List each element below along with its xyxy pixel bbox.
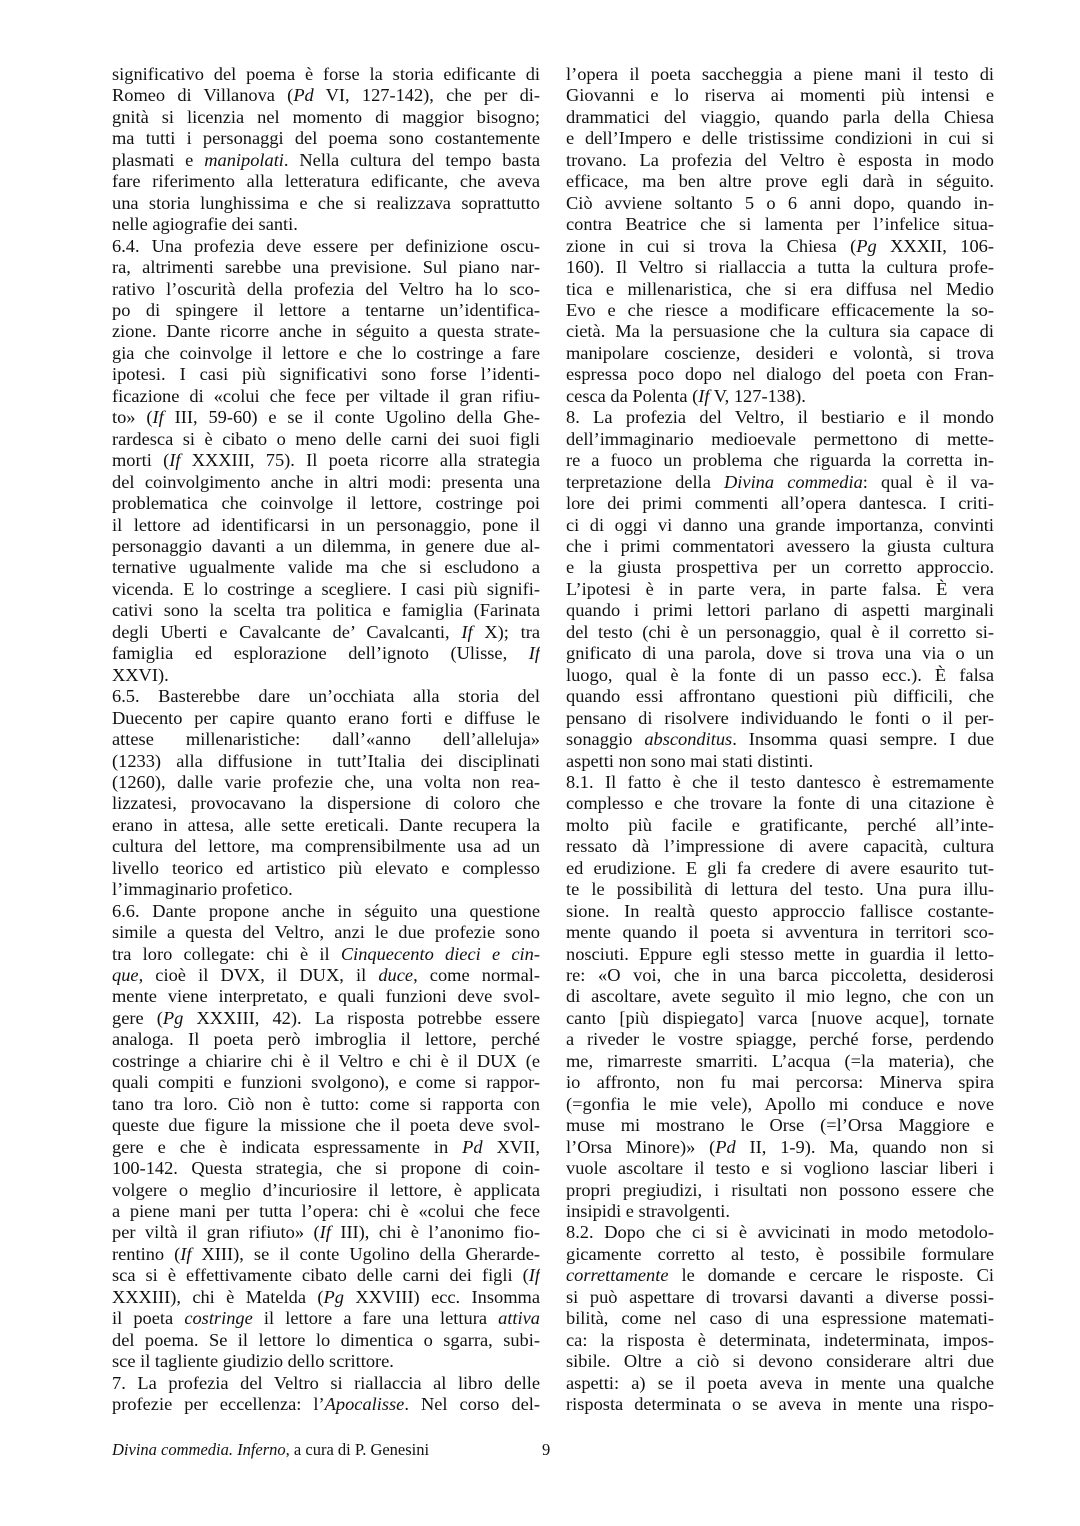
text-line: risposta determinata o se aveva in mente una rispo-	[566, 1394, 994, 1415]
text-line: te le possibilità di lettura del testo. Una pura illu-	[566, 879, 994, 900]
text-line: quali compiti e funzioni svolgono), e come si rappor-	[112, 1072, 540, 1093]
text-line: volgere o meglio d’incuriosire il lettore, è applicata	[112, 1179, 540, 1200]
text-line: manipolare coscienze, desideri e volontà, si trova	[566, 342, 994, 363]
text-line: Giovanni e lo riserva ai momenti più intensi e	[566, 85, 994, 106]
text-line: canto [più dispiegato] varca [nuove acque], tornate	[566, 1007, 994, 1028]
text-line: complesso e che trovare la fonte di una citazione è	[566, 793, 994, 814]
footer-credit: , a cura di P. Genesini	[285, 1440, 430, 1459]
text-line: gnificato di una parola, dove si trova una via o un	[566, 643, 994, 664]
text-line: correttamente le domande e cercare le risposte. Ci	[566, 1265, 994, 1286]
text-line: gere e che è indicata espressamente in Pd XVII,	[112, 1136, 540, 1157]
text-line: queste due figure la missione che il poeta deve svol-	[112, 1115, 540, 1136]
text-line: fare riferimento alla letteratura edificante, che aveva	[112, 171, 540, 192]
text-line: morti (If XXXIII, 75). Il poeta ricorre alla strategia	[112, 450, 540, 471]
text-line: L’ipotesi è in parte vera, in parte falsa. È vera	[566, 578, 994, 599]
text-line: 160). Il Veltro si riallaccia a tutta la cultura profe-	[566, 257, 994, 278]
text-line: tra loro collegate: chi è il Cinquecento dieci e cin-	[112, 943, 540, 964]
text-line: erano in attesa, alle sette ereticali. Dante recupera la	[112, 814, 540, 835]
text-line: l’immaginario profetico.	[112, 879, 293, 900]
text-line: sce il tagliente giudizio dello scrittore.	[112, 1351, 394, 1372]
text-line: trovano. La profezia del Veltro è esposta in modo	[566, 149, 994, 170]
text-line: nosciuti. Eppure egli stesso mette in guardia il letto-	[566, 943, 994, 964]
text-line: sonaggio absconditus. Insomma quasi sempre. I due	[566, 729, 994, 750]
text-line: gicamente corretto al testo, è possibile formulare	[566, 1243, 994, 1264]
text-line: profezie per eccellenza: l’Apocalisse. Nel corso del-	[112, 1394, 540, 1415]
text-line: il poeta costringe il lettore a fare una lettura attiva	[112, 1308, 540, 1329]
text-line: del poema. Se il lettore lo dimentica o sgarra, subi-	[112, 1329, 540, 1350]
text-line: pensano di risolvere individuando le fonti o il per-	[566, 707, 994, 728]
text-line: cietà. Ma la persuasione che la cultura sia capace di	[566, 321, 994, 342]
text-line: e la giusta prospettiva per un corretto approccio.	[566, 557, 994, 578]
text-line: propri pregiudizi, i risultati non possono essere che	[566, 1179, 994, 1200]
text-line: cesca da Polenta (If V, 127-138).	[566, 385, 806, 406]
text-line: insipidi e stravolgenti.	[566, 1201, 730, 1222]
page-footer	[112, 1440, 972, 1460]
text-line: famiglia ed esplorazione dell’ignoto (Ulisse, If	[112, 643, 540, 664]
text-line: ressato dà l’impressione di avere capacità, cultura	[566, 836, 994, 857]
text-line: tano tra loro. Ciò non è tutto: come si rapporta con	[112, 1093, 540, 1114]
text-line: io affronto, non fu mai percorsa: Minerva spira	[566, 1072, 994, 1093]
text-line: rentino (If XIII), se il conte Ugolino della Gherarde-	[112, 1243, 540, 1264]
text-line: muse mi mostrano le Orse (=l’Orsa Maggiore e	[566, 1115, 994, 1136]
text-line: po di spingere il lettore a tentarne un’identifica-	[112, 299, 540, 320]
text-line: tica e millenaristica, che si era diffusa nel Medio	[566, 278, 994, 299]
text-line: sione. In realtà questo approccio fallisce costante-	[566, 900, 994, 921]
right-column	[566, 64, 994, 1416]
text-line: re: «O voi, che in una barca piccoletta, desiderosi	[566, 965, 994, 986]
text-line: ficazione di «colui che fece per viltade il gran rifiu-	[112, 385, 540, 406]
text-line: (1233) alla diffusione in tutt’Italia dei disciplinati	[112, 750, 540, 771]
text-line: 100-142. Questa strategia, che si propone di coin-	[112, 1158, 540, 1179]
text-line: XXVI).	[112, 664, 169, 685]
text-line: una storia lunghissima e che si realizzava soprattutto	[112, 192, 540, 213]
text-line: 6.6. Dante propone anche in séguito una questione	[112, 900, 540, 921]
text-line: simile a questa del Veltro, anzi le due profezie sono	[112, 922, 540, 943]
text-line: rativo l’oscurità della profezia del Veltro ha lo sco-	[112, 278, 540, 299]
text-line: terpretazione della Divina commedia: qual è il va-	[566, 471, 994, 492]
text-line: significativo del poema è forse la storia edificante di	[112, 64, 540, 84]
text-line: l’Orsa Minore)» (Pd II, 1-9). Ma, quando non si	[566, 1136, 994, 1157]
text-line: lizzatesi, provocavano la dispersione di coloro che	[112, 793, 540, 814]
text-line: mente viene interpretato, e quali funzioni deve svol-	[112, 986, 540, 1007]
text-line: gia che coinvolge il lettore e che lo costringe a fare	[112, 342, 540, 363]
text-line: que, cioè il DVX, il DUX, il duce, come normal-	[112, 965, 540, 986]
text-line: costringe a chiarire chi è il Veltro e chi è il DUX (e	[112, 1050, 540, 1071]
text-line: 6.5. Basterebbe dare un’occhiata alla storia del	[112, 686, 540, 707]
text-line: re a fuoco un problema che riguarda la corretta in-	[566, 450, 994, 471]
text-line: drammatici del viaggio, quando parla della Chiesa	[566, 106, 994, 127]
text-line: ipotesi. I casi più significativi sono forse l’identi-	[112, 364, 540, 385]
text-line: efficace, ma ben altre prove egli darà in séguito.	[566, 171, 994, 192]
text-line: lore dei primi commenti all’opera dantesca. I criti-	[566, 493, 994, 514]
text-line: contra Beatrice che si lamenta per l’infelice situa-	[566, 214, 994, 235]
text-line: sca si è effettivamente cibato delle carni dei figli (If	[112, 1265, 540, 1286]
text-line: molto più facile e gratificante, perché all’inte-	[566, 814, 994, 835]
text-line: livello teorico ed artistico più elevato e complesso	[112, 857, 540, 878]
text-line: bilità, come nel caso di una espressione matemati-	[566, 1308, 994, 1329]
text-line: a piene mani per tutta l’opera: chi è «colui che fece	[112, 1201, 540, 1222]
text-line: me, rimarreste smarriti. L’acqua (=la materia), che	[566, 1050, 994, 1071]
text-line: zione in cui si trova la Chiesa (Pg XXXII, 106-	[566, 235, 994, 256]
text-line: espressa poco dopo nel dialogo del poeta con Fran-	[566, 364, 994, 385]
text-line: (=gonfia le mie vele), Apollo mi conduce e nove	[566, 1093, 994, 1114]
text-line: Romeo di Villanova (Pd VI, 127-142), che per di-	[112, 85, 540, 106]
text-line: del testo (chi è un personaggio, qual è il corretto si-	[566, 621, 994, 642]
text-line: il lettore ad identificarsi in un personaggio, pone il	[112, 514, 540, 535]
text-line: 6.4. Una profezia deve essere per definizione oscu-	[112, 235, 540, 256]
text-line: l’opera il poeta saccheggia a piene mani il testo di	[566, 64, 994, 84]
text-line: si può aspettare di trovarsi davanti a diverse possi-	[566, 1286, 994, 1307]
text-line: ci di oggi vi danno una grande importanza, convinti	[566, 514, 994, 535]
text-line: Duecento per capire quanto erano forti e diffuse le	[112, 707, 540, 728]
text-line: ed erudizione. E gli fa credere di avere esaurito tut-	[566, 857, 994, 878]
text-line: cativi sono la scelta tra politica e famiglia (Farinata	[112, 600, 540, 621]
text-line: aspetti: a) se il poeta aveva in mente una qualche	[566, 1372, 994, 1393]
left-column	[112, 64, 540, 1416]
text-line: Evo e che riesce a modificare efficacemente la so-	[566, 299, 994, 320]
text-line: degli Uberti e Cavalcante de’ Cavalcanti, If X); tra	[112, 621, 540, 642]
text-line: per viltà il gran rifiuto» (If III), chi è l’anonimo fio-	[112, 1222, 540, 1243]
text-line: a riveder le vostre spiagge, perché forse, perdendo	[566, 1029, 994, 1050]
text-line: analoga. Il poeta però imbroglia il lettore, perché	[112, 1029, 540, 1050]
text-line: mente quando il poeta si avventura in territori sco-	[566, 922, 994, 943]
text-line: cultura del lettore, ma comprensibilmente usa ad un	[112, 836, 540, 857]
text-line: di ascoltare, avete seguìto il mio legno, che con un	[566, 986, 994, 1007]
text-line: dell’immaginario medioevale permettono di mette-	[566, 428, 994, 449]
text-line: gnità si licenzia nel momento di maggior bisogno;	[112, 106, 540, 127]
text-line: ternative ugualmente valide ma che si escludono a	[112, 557, 540, 578]
text-line: luogo, qual è la fonte di un passo ecc.). È falsa	[566, 664, 994, 685]
text-line: vuole ascoltare il testo e si vogliono lasciar liberi i	[566, 1158, 994, 1179]
text-line: del coinvolgimento anche in altri modi: presenta una	[112, 471, 540, 492]
text-line: sibile. Oltre a ciò si devono considerare altri due	[566, 1351, 994, 1372]
text-line: rardesca si è cibato o meno delle carni dei suoi figli	[112, 428, 540, 449]
text-line: problematica che coinvolge il lettore, costringe poi	[112, 493, 540, 514]
page-number: 9	[542, 1440, 551, 1459]
text-line: che i primi commentatori avessero la giusta cultura	[566, 535, 994, 556]
text-line: attese millenaristiche: dall’«anno dell’alleluja»	[112, 729, 540, 750]
text-line: nelle agiografie dei santi.	[112, 214, 298, 235]
text-line: vicenda. E lo costringe a scegliere. I casi più signifi-	[112, 578, 540, 599]
text-line: 8.2. Dopo che ci si è avvicinati in modo metodolo-	[566, 1222, 994, 1243]
text-line: 8. La profezia del Veltro, il bestiario e il mondo	[566, 407, 994, 428]
text-line: e dell’Impero e delle tristissime condizioni in cui si	[566, 128, 994, 149]
text-line: zione. Dante ricorre anche in séguito a questa strate-	[112, 321, 540, 342]
text-line: quando essi affrontano questioni più difficili, che	[566, 686, 994, 707]
text-line: personaggio davanti a un dilemma, in genere due al-	[112, 535, 540, 556]
text-line: to» (If III, 59-60) e se il conte Ugolino della Ghe-	[112, 407, 540, 428]
text-line: plasmati e manipolati. Nella cultura del tempo basta	[112, 149, 540, 170]
text-line: ra, altrimenti sarebbe una previsione. Sul piano nar-	[112, 257, 540, 278]
text-line: Ciò avviene soltanto 5 o 6 anni dopo, quando in-	[566, 192, 994, 213]
text-line: quando i primi lettori parlano di aspetti marginali	[566, 600, 994, 621]
footer-title: Divina commedia. Inferno	[112, 1440, 286, 1459]
text-line: aspetti non sono mai stati distinti.	[566, 750, 814, 771]
text-line: ca: la risposta è determinata, indeterminata, impos-	[566, 1329, 994, 1350]
text-line: ma tutti i personaggi del poema sono costantemente	[112, 128, 540, 149]
text-line: (1260), dalle varie profezie che, una volta non rea-	[112, 771, 540, 792]
text-line: gere (Pg XXXIII, 42). La risposta potrebbe essere	[112, 1007, 540, 1028]
text-line: 8.1. Il fatto è che il testo dantesco è estremamente	[566, 771, 994, 792]
text-line: 7. La profezia del Veltro si riallaccia al libro delle	[112, 1372, 540, 1393]
text-line: XXXIII), chi è Matelda (Pg XXVIII) ecc. Insomma	[112, 1286, 540, 1307]
